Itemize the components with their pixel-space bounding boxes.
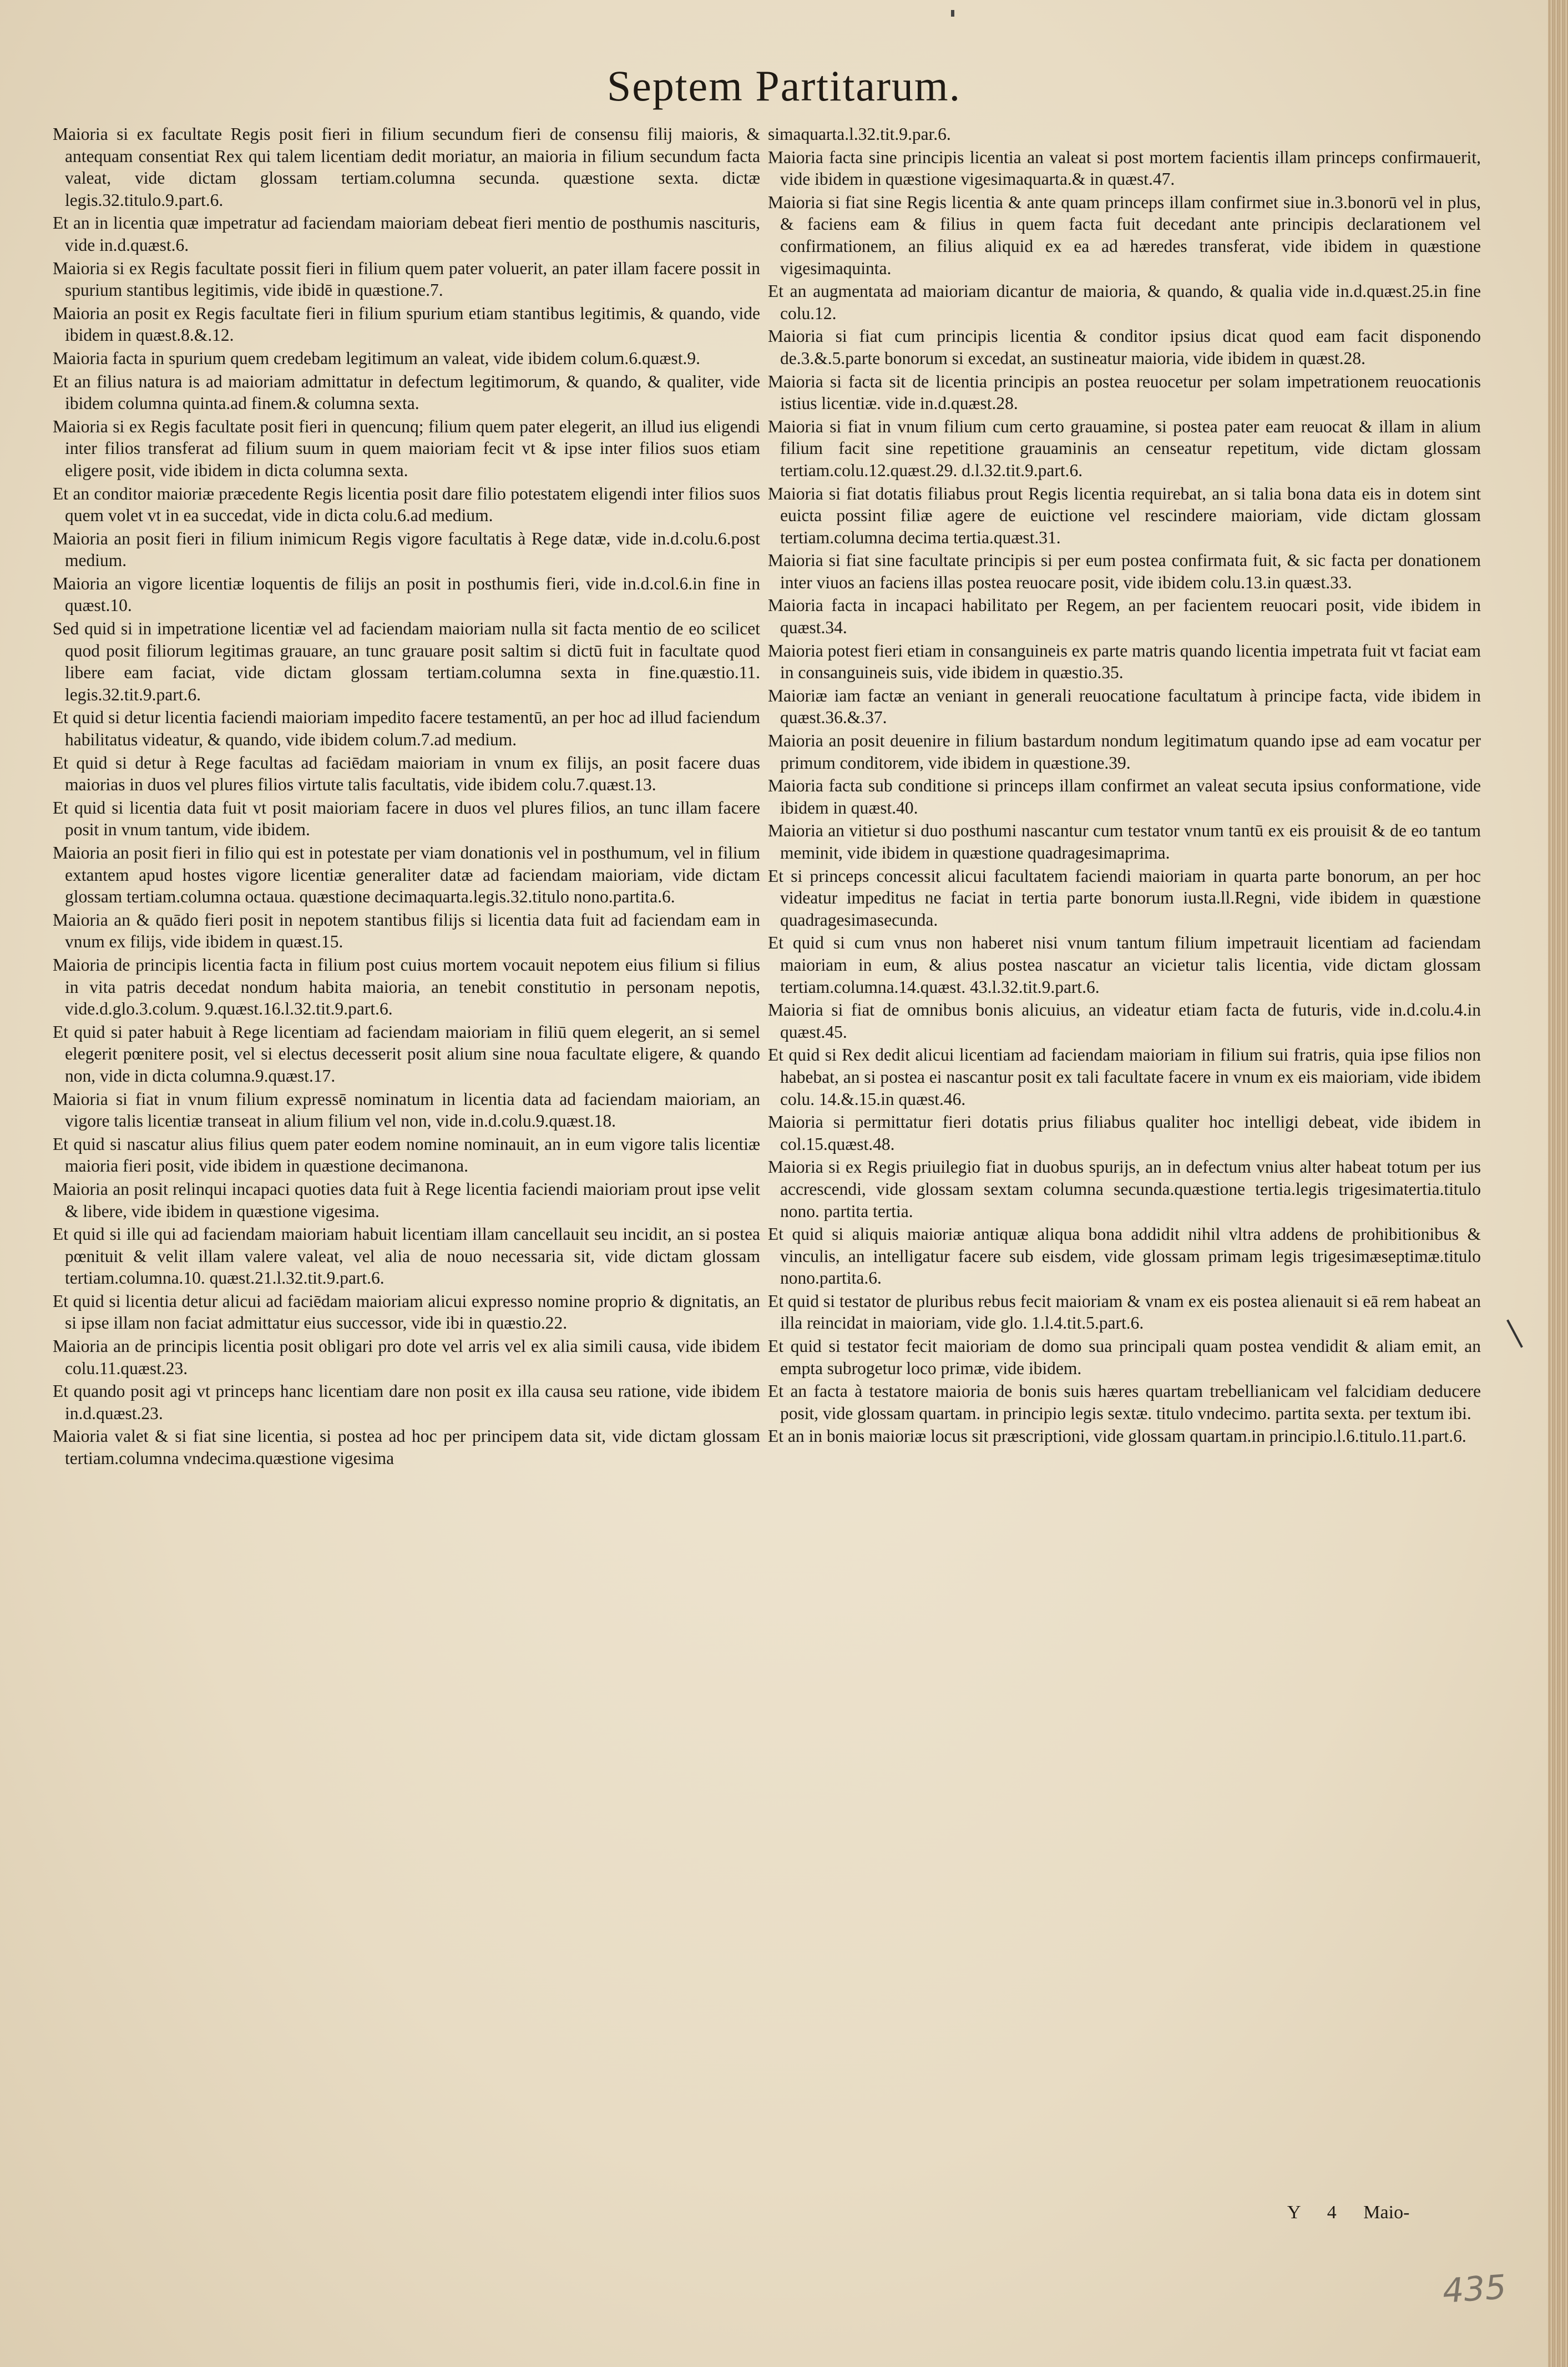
index-entry: Maioria si fiat cum principis licentia & conditor ipsius dicat quod eam facit disponendo de.3.&.5.parte bonorum si excedat, an sustineatur maioria, vide ibidem in quæst.28.	[768, 326, 1481, 368]
index-entry: Et quid si licentia detur alicui ad faciēdam maioriam alicui expresso nomine proprio & dignitatis, an si ipse illam non faciat admittatur eius successor, vide ibi in quæstio.22.	[53, 1291, 760, 1333]
index-entry: Maioria si permittatur fieri dotatis prius filiabus qualiter hoc intelligi debeat, vide ibidem in col.15.quæst.48.	[768, 1112, 1481, 1154]
index-entry: Et quid si ille qui ad faciendam maioriam habuit licentiam illam cancellauit seu incidit, an si postea pœnituit & velit illam valere valeat, vel alia de nouo necessaria sit, vide dictam glossam tertiam.columna.10. quæst.21.l.32.tit.9.part.6.	[53, 1224, 760, 1288]
index-entry: Maioria facta sine principis licentia an valeat si post mortem facientis illam princeps confirmauerit, vide ibidem in quæstione vigesimaquarta.& in quæst.47.	[768, 147, 1481, 189]
index-entry: Et an in licentia quæ impetratur ad faciendam maioriam debeat fieri mentio de posthumis nascituris, vide in.d.quæst.6.	[53, 213, 760, 255]
index-entry: Maioria an posit fieri in filio qui est in potestate per viam donationis vel in posthumum, vel in filium extantem apud hostes vigore licentiæ generaliter datæ ad faciendam maioriam, vide dictam glossam tertiam.columna octaua. quæstione decimaquarta.legis.32.titulo nono.partita.6.	[53, 843, 760, 907]
index-entry: Et quid si aliquis maioriæ antiquæ aliqua bona addidit nihil vltra addens de prohibitionibus & vinculis, an intelligatur facere sub eisdem, vide glossam primam legis trigesimæseptimæ.titulo nono.partita.6.	[768, 1224, 1481, 1288]
index-entry: Maioria si ex Regis priuilegio fiat in duobus spurijs, an in defectum vnius alter habeat totum per ius accrescendi, vide glossam sextam columna secunda.quæstione tertia.legis trigesimatertia.titulo nono. partita tertia.	[768, 1157, 1481, 1221]
index-entry: Maioria si fiat dotatis filiabus prout Regis licentia requirebat, an si talia bona data eis in dotem sint euicta possint filiæ agere de euictione vel rescindere maioriam, vide dictam glossam tertiam.columna decima tertia.quæst.31.	[768, 483, 1481, 547]
index-entry: Et quid si testator fecit maioriam de domo sua principali quam postea vendidit & aliam emit, an empta subrogetur loco primæ, vide ibidem.	[768, 1336, 1481, 1378]
index-entry: Et quid si licentia data fuit vt posit maioriam facere in duos vel plures filios, an tunc illam facere posit in vnum tantum, vide ibidem.	[53, 798, 760, 840]
index-entry: Maioria si fiat de omnibus bonis alicuius, an videatur etiam facta de futuris, vide in.d.colu.4.in quæst.45.	[768, 1000, 1481, 1042]
signature-mark: Y 4	[1287, 2202, 1337, 2223]
index-entry: Maioria potest fieri etiam in consanguineis ex parte matris quando licentia impetrata fuit vt faciat eam in consanguineis suis, vide ibidem in quæstio.35.	[768, 640, 1481, 683]
index-entry: Et an conditor maioriæ præcedente Regis licentia posit dare filio potestatem eligendi inter filios suos quem volet vt in ea succedat, vide in dicta colu.6.ad medium.	[53, 483, 760, 526]
index-entry: Maioria an posit ex Regis facultate fieri in filium spurium etiam stantibus legitimis, & quando, vide ibidem in quæst.8.&.12.	[53, 303, 760, 345]
right-column	[768, 123, 1481, 1449]
index-entry: Maioria an vigore licentiæ loquentis de filijs an posit in posthumis fieri, vide in.d.col.6.in fine in quæst.10.	[53, 573, 760, 615]
index-entry: Et quid si pater habuit à Rege licentiam ad faciendam maioriam in filiū quem elegerit, an si semel elegerit pœnitere posit, vel si electus decesserit posit alium sine noua facultate eligere, & quando non, vide in dicta columna.9.quæst.17.	[53, 1022, 760, 1086]
index-entry: Maioria de principis licentia facta in filium post cuius mortem vocauit nepotem eius filium si filius in vita patris decedat nondum habita maioria, an tenebit constitutio in personam nepotis, vide.d.glo.3.colum. 9.quæst.16.l.32.tit.9.part.6.	[53, 955, 760, 1019]
index-entry: Maioria si fiat in vnum filium cum certo grauamine, si postea pater eam reuocat & illam in alium filium facit sine repetitione grauaminis an censeatur repetitum, vide dictam glossam tertiam.colu.12.quæst.29. d.l.32.tit.9.part.6.	[768, 416, 1481, 480]
index-entry: Et an augmentata ad maioriam dicantur de maioria, & quando, & qualia vide in.d.quæst.25.in fine colu.12.	[768, 281, 1481, 323]
index-entry: Et quando posit agi vt princeps hanc licentiam dare non posit ex illa causa seu ratione, vide ibidem in.d.quæst.23.	[53, 1381, 760, 1423]
index-entry: Maioria si fiat in vnum filium expressē nominatum in licentia data ad faciendam maioriam, an vigore talis licentiæ transeat in alium filium vel non, vide in.d.colu.9.quæst.18.	[53, 1089, 760, 1131]
index-entry: Maioria si ex Regis facultate possit fieri in filium quem pater voluerit, an pater illam facere possit in spurium stantibus legitimis, vide ibidē in quæstione.7.	[53, 258, 760, 300]
catchword: Maio-	[1363, 2202, 1410, 2223]
index-entry: simaquarta.l.32.tit.9.par.6.	[768, 124, 951, 144]
index-entry: Maioria an de principis licentia posit obligari pro dote vel arris vel ex alia simili causa, vide ibidem colu.11.quæst.23.	[53, 1336, 760, 1378]
ink-mark	[951, 10, 954, 17]
index-entry: Maioria si fiat sine facultate principis si per eum postea confirmata fuit, & sic facta per donationem inter viuos an faciens illas postea reuocare posit, vide ibidem colu.13.in quæst.33.	[768, 551, 1481, 592]
index-entry: Et an in bonis maioriæ locus sit præscriptioni, vide glossam quartam.in principio.l.6.titulo.11.part.6.	[768, 1426, 1466, 1446]
index-entry: Maioria si fiat sine Regis licentia & ante quam princeps illam confirmet siue in.3.bonorū vel in plus, & faciens eam & filius in quem facta fuit decedant ante principis declarationem vel confirmationem, an filius aliquid ex ea ad hæredes transferat, vide ibidem in quæstione vigesimaquinta.	[768, 192, 1481, 278]
index-entry: Et quid si Rex dedit alicui licentiam ad faciendam maioriam in filium sui fratris, quia ipse filios non habebat, an si postea ei nascantur posit ex tali facultate facere in vnum ex eis maioriam, vide ibidem colu. 14.&.15.in quæst.46.	[768, 1045, 1481, 1109]
index-entry: Maioria an & quādo fieri posit in nepotem stantibus filijs si licentia data fuit ad faciendam eam in vnum ex filijs, vide ibidem in quæst.15.	[53, 910, 760, 952]
index-entry: Et quid si detur à Rege facultas ad faciēdam maioriam in vnum ex filijs, an posit facere duas maiorias in duos vel plures filios virtute talis facultatis, vide ibidem colu.7.quæst.13.	[53, 753, 760, 795]
index-entry: Et quid si nascatur alius filius quem pater eodem nomine nominauit, an in eum vigore talis licentiæ maioria fieri posit, vide ibidem in quæstione decimanona.	[53, 1134, 760, 1176]
index-entry: Maioria si ex Regis facultate posit fieri in quencunq; filium quem pater elegerit, an illud ius eligendi inter filios transferat ad filium suum in quem maioriam fecit vt & ipse inter filios suos etiam eligere posit, vide ibidem in dicta columna sexta.	[53, 416, 760, 480]
index-entry: Maioria facta in spurium quem credebam legitimum an valeat, vide ibidem colum.6.quæst.9.	[53, 348, 700, 368]
index-entry: Maioria facta sub conditione si princeps illam confirmet an valeat secuta ipsius conformatione, vide ibidem in quæst.40.	[768, 776, 1481, 817]
index-entry: Maioria an posit relinqui incapaci quoties data fuit à Rege licentia faciendi maioriam prout ipse velit & libere, vide ibidem in quæstione vigesima.	[53, 1179, 760, 1221]
index-entry: Sed quid si in impetratione licentiæ vel ad faciendam maioriam nulla sit facta mentio de eo scilicet quod posit filiorum legitimas grauare, an tunc grauare posit saltim si dictū fuit in facultate quod libere eam faciat, vide dictam glossam tertiam.columna sexta in fine.quæstio.11. legis.32.tit.9.part.6.	[53, 619, 760, 704]
index-entry: Et quid si detur licentia faciendi maioriam impedito facere testamentū, an per hoc ad illud faciendum habilitatus videatur, & quando, vide ibidem colum.7.ad medium.	[53, 708, 760, 750]
margin-stroke	[1506, 1319, 1523, 1347]
index-entry: Maioria facta in incapaci habilitato per Regem, an per facientem reuocari posit, vide ibidem in quæst.34.	[768, 595, 1481, 638]
index-entry: Maioria an posit fieri in filium inimicum Regis vigore facultatis à Rege datæ, vide in.d.colu.6.post medium.	[53, 528, 760, 571]
index-entry: Et si princeps concessit alicui facultatem faciendi maioriam in quarta parte bonorum, an per hoc videatur impeditus ne faciat in tertia parte bonorum iusta.ll.Regni, vide ibidem in quæstione quadragesimasecunda.	[768, 866, 1481, 930]
index-entry: Maioria an posit deuenire in filium bastardum nondum legitimatum quando ipse ad eam vocatur per primum conditorem, vide ibidem in quæstione.39.	[768, 731, 1481, 773]
index-entry: Et quid si testator de pluribus rebus fecit maioriam & vnam ex eis postea alienauit si eā rem habeat an illa reincidat in maioriam, vide glo. 1.l.4.tit.5.part.6.	[768, 1291, 1481, 1333]
running-title: Septem Partitarum.	[606, 62, 962, 110]
index-entry: Et an filius natura is ad maioriam admittatur in defectum legitimorum, & quando, & qualiter, vide ibidem columna quinta.ad finem.& columna sexta.	[53, 371, 760, 413]
left-column	[53, 123, 760, 1471]
pencil-page-number: 435	[1441, 2268, 1508, 2311]
index-entry: Et an facta à testatore maioria de bonis suis hæres quartam trebellianicam vel falcidiam deducere posit, vide glossam quartam. in principio legis sextæ. titulo vndecimo. partita sexta. per textum ibi.	[768, 1381, 1481, 1423]
index-entry: Maioriæ iam factæ an veniant in generali reuocatione facultatum à principe facta, vide ibidem in quæst.36.&.37.	[768, 685, 1481, 728]
index-entry: Maioria valet & si fiat sine licentia, si postea ad hoc per principem data sit, vide dictam glossam tertiam.columna vndecima.quæstione vigesima	[53, 1426, 760, 1468]
index-entry: Maioria si facta sit de licentia principis an postea reuocetur per solam impetrationem reuocationis istius licentiæ. vide in.d.quæst.28.	[768, 371, 1481, 413]
index-entry: Maioria an vitietur si duo posthumi nascantur cum testator vnum tantū ex eis prouisit & de eo tantum meminit, vide ibidem in quæstione quadragesimaprima.	[768, 821, 1481, 862]
index-entry: Maioria si ex facultate Regis posit fieri in filium secundum fieri de consensu filij maioris, & antequam consentiat Rex qui talem licentiam dedit moriatur, an maioria in filium secundum facta valeat, vide dictam glossam tertiam.columna secunda. quæstione sexta. dictæ legis.32.titulo.9.part.6.	[53, 124, 760, 210]
index-entry: Et quid si cum vnus non haberet nisi vnum tantum filium impetrauit licentiam ad faciendam maioriam in eum, & alius postea nascatur an vicietur talis licentia, vide dictam glossam tertiam.columna.14.quæst. 43.l.32.tit.9.part.6.	[768, 933, 1481, 997]
footer-line	[1287, 2202, 1409, 2223]
page-edge	[1548, 0, 1568, 2367]
